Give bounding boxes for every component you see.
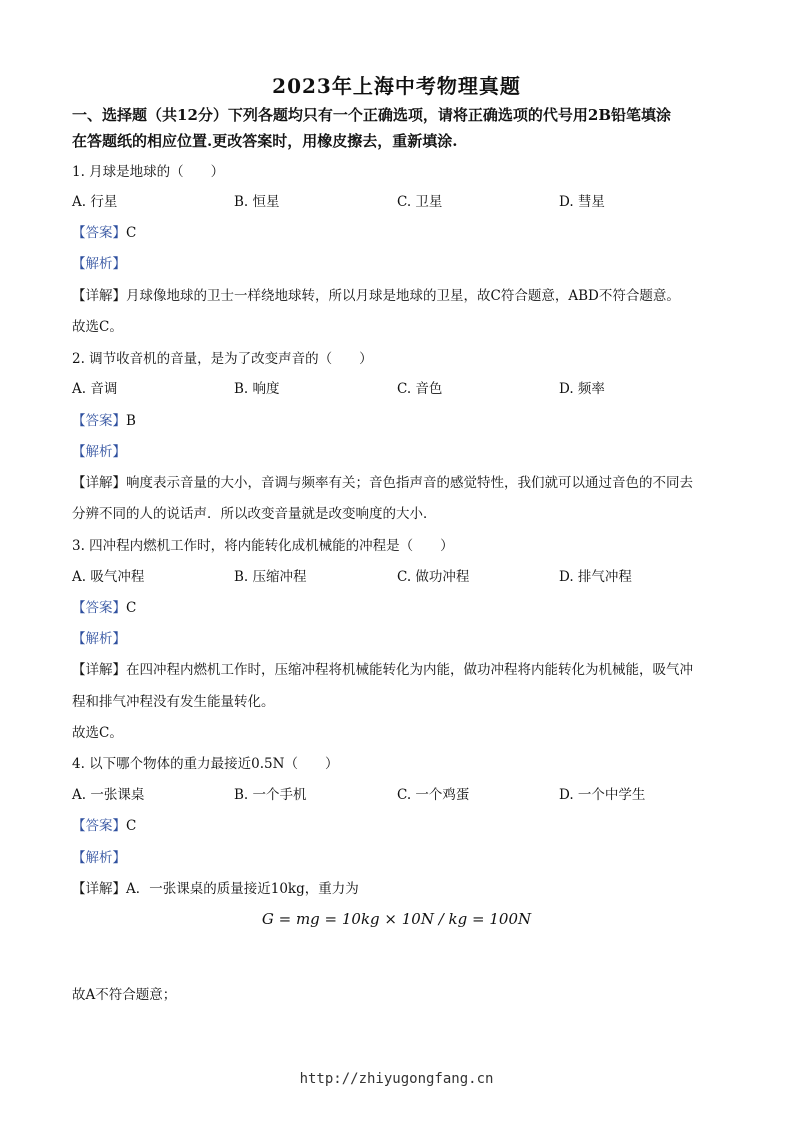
answer-value: C bbox=[126, 600, 137, 616]
question-3-conclusion: 故选C。 bbox=[72, 725, 123, 741]
question-1-option-a: A. 行星 bbox=[72, 194, 118, 210]
question-1-stem: 1. 月球是地球的（ ） bbox=[72, 164, 225, 180]
question-1-detail bbox=[72, 284, 680, 304]
question-3-option-c: C. 做功冲程 bbox=[397, 569, 470, 585]
question-2-stem: 2. 调节收音机的音量，是为了改变声音的（ ） bbox=[72, 351, 373, 367]
answer-label: 【答案】 bbox=[72, 600, 126, 616]
answer-label: 【答案】 bbox=[72, 413, 126, 429]
question-3-detail-line-1 bbox=[72, 658, 693, 678]
question-4-detail bbox=[72, 877, 359, 897]
question-4-analysis bbox=[72, 846, 126, 866]
analysis-label: 【解析】 bbox=[72, 850, 126, 866]
question-3-detail-line-2: 程和排气冲程没有发生能量转化。 bbox=[72, 694, 275, 710]
question-4-option-a: A. 一张课桌 bbox=[72, 787, 145, 803]
question-1-conclusion: 故选C。 bbox=[72, 319, 123, 335]
question-2-answer bbox=[72, 409, 136, 429]
question-1-option-d: D. 彗星 bbox=[559, 194, 605, 210]
question-4-option-c: C. 一个鸡蛋 bbox=[397, 787, 470, 803]
question-3-option-b: B. 压缩冲程 bbox=[234, 569, 307, 585]
question-2-option-b: B. 响度 bbox=[234, 381, 280, 397]
question-1-analysis bbox=[72, 252, 126, 272]
answer-label: 【答案】 bbox=[72, 225, 126, 241]
analysis-label: 【解析】 bbox=[72, 444, 126, 460]
question-2-option-c: C. 音色 bbox=[397, 381, 443, 397]
footer-url: http://zhiyugongfang.cn bbox=[299, 1071, 494, 1087]
question-3-option-a: A. 吸气冲程 bbox=[72, 569, 145, 585]
detail-label: 【详解】 bbox=[72, 288, 126, 304]
question-2-analysis bbox=[72, 440, 126, 460]
detail-text: 在四冲程内燃机工作时，压缩冲程将机械能转化为内能，做功冲程将内能转化为机械能，吸气冲 bbox=[126, 662, 693, 678]
question-4-answer bbox=[72, 814, 136, 834]
section-heading-line-1: 一、选择题（共12分）下列各题均只有一个正确选项，请将正确选项的代号用2B铅笔填涂 bbox=[72, 106, 671, 124]
question-3-option-d: D. 排气冲程 bbox=[559, 569, 632, 585]
detail-label: 【详解】 bbox=[72, 881, 126, 897]
detail-label: 【详解】 bbox=[72, 475, 126, 491]
analysis-label: 【解析】 bbox=[72, 256, 126, 272]
gravity-formula: G = mg = 10kg × 10N / kg = 100N bbox=[261, 910, 532, 928]
answer-value: C bbox=[126, 818, 137, 834]
answer-value: B bbox=[126, 413, 136, 429]
detail-text: A．一张课桌的质量接近10kg，重力为 bbox=[126, 881, 359, 897]
detail-text: 月球像地球的卫士一样绕地球转，所以月球是地球的卫星，故C符合题意，ABD不符合题意。 bbox=[126, 288, 680, 304]
page-title: 2023年上海中考物理真题 bbox=[272, 74, 521, 98]
question-2-option-d: D. 频率 bbox=[559, 381, 605, 397]
section-heading-line-2: 在答题纸的相应位置.更改答案时，用橡皮擦去，重新填涂. bbox=[72, 132, 458, 150]
question-3-stem: 3. 四冲程内燃机工作时，将内能转化成机械能的冲程是（ ） bbox=[72, 538, 454, 554]
question-1-answer bbox=[72, 221, 136, 241]
detail-text: 响度表示音量的大小，音调与频率有关；音色指声音的感觉特性，我们就可以通过音色的不同去 bbox=[126, 475, 693, 491]
question-2-detail-line-2: 分辨不同的人的说话声．所以改变音量就是改变响度的大小． bbox=[72, 506, 437, 522]
question-3-answer bbox=[72, 596, 136, 616]
question-4-stem: 4. 以下哪个物体的重力最接近0.5N（ ） bbox=[72, 756, 339, 772]
question-4-option-d: D. 一个中学生 bbox=[559, 787, 646, 803]
question-1-option-b: B. 恒星 bbox=[234, 194, 280, 210]
question-2-detail-line-1 bbox=[72, 471, 693, 491]
question-3-analysis bbox=[72, 627, 126, 647]
detail-label: 【详解】 bbox=[72, 662, 126, 678]
question-4-conclusion: 故A不符合题意； bbox=[72, 987, 177, 1003]
answer-value: C bbox=[126, 225, 137, 241]
analysis-label: 【解析】 bbox=[72, 631, 126, 647]
question-2-option-a: A. 音调 bbox=[72, 381, 118, 397]
question-1-option-c: C. 卫星 bbox=[397, 194, 443, 210]
question-4-option-b: B. 一个手机 bbox=[234, 787, 307, 803]
answer-label: 【答案】 bbox=[72, 818, 126, 834]
section-heading bbox=[72, 102, 732, 154]
